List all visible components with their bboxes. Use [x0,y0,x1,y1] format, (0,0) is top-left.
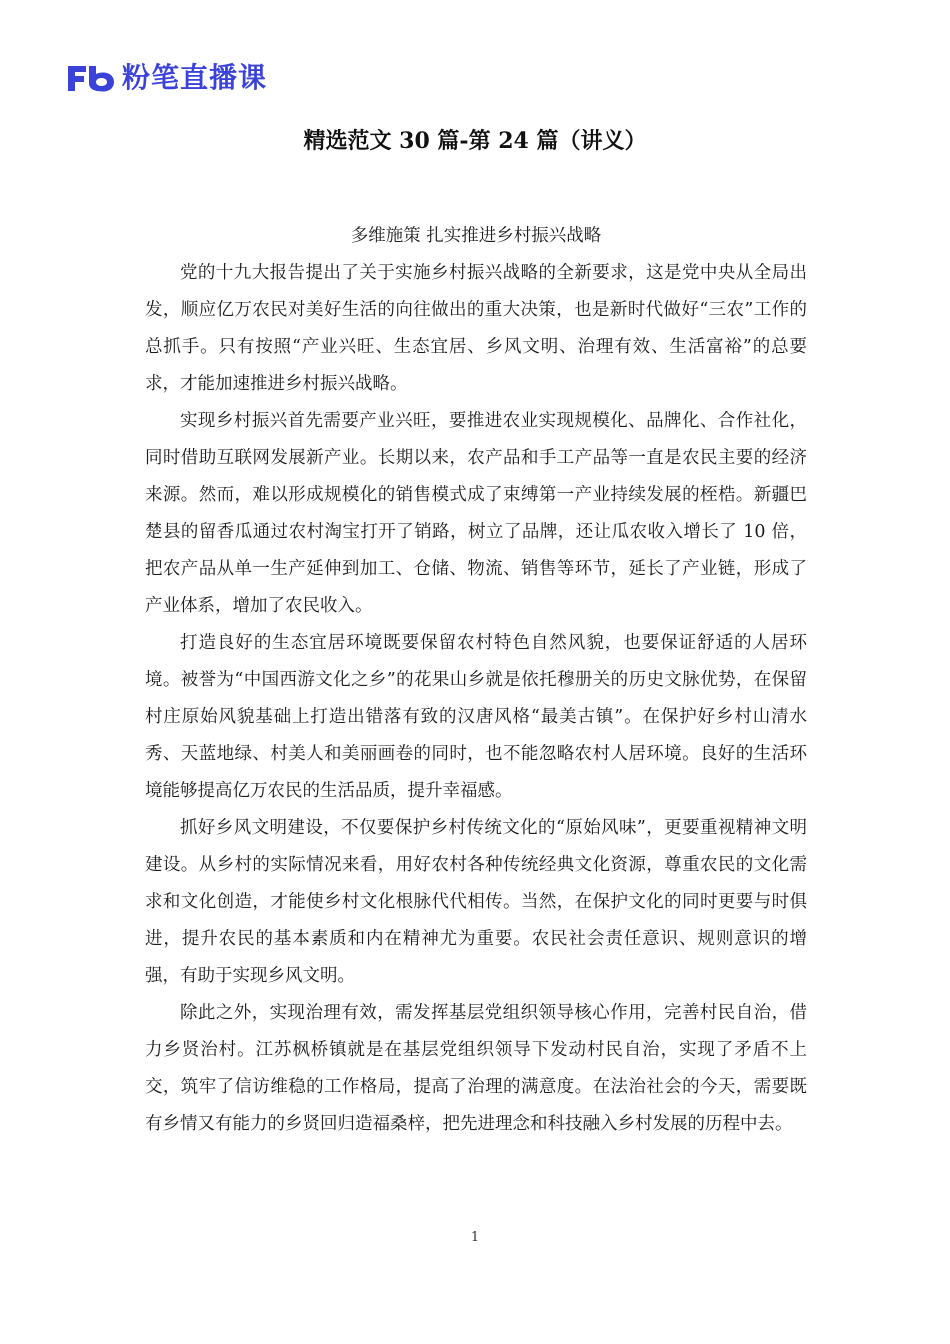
article-body [145,218,807,1143]
article-subtitle: 多维施策 扎实推进乡村振兴战略 [350,226,602,246]
paragraph: 除此之外，实现治理有效，需发挥基层党组织领导核心作用，完善村民自治，借力乡贤治村。江苏枫桥镇就是在基层党组织领导下发动村民自治，实现了矛盾不上交，筑牢了信访维稳的工作格局，提高了治理的满意度。在法治社会的今天，需要既有乡情又有能力的乡贤回归造福桑梓，把先进理念和科技融入乡村发展的历程中去。 [145,1003,807,1134]
paragraph: 抓好乡风文明建设，不仅要保护乡村传统文化的“原始风味”，更要重视精神文明建设。从乡村的实际情况来看，用好农村各种传统经典文化资源，尊重农民的文化需求和文化创造，才能使乡村文化根脉代代相传。当然，在保护文化的同时更要与时俱进，提升农民的基本素质和内在精神尤为重要。农民社会责任意识、规则意识的增强，有助于实现乡风文明。 [145,818,807,986]
paragraph: 打造良好的生态宜居环境既要保留农村特色自然风貌，也要保证舒适的人居环境。被誉为“中国西游文化之乡”的花果山乡就是依托穆册关的历史文脉优势，在保留村庄原始风貌基础上打造出错落有致的汉唐风格“最美古镇”。在保护好乡村山清水秀、天蓝地绿、村美人和美丽画卷的同时，也不能忽略农村人居环境。良好的生活环境能够提高亿万农民的生活品质，提升幸福感。 [145,633,807,801]
brand-logo [66,58,267,98]
logo-text: 粉笔直播课 [122,61,268,94]
paragraph: 党的十九大报告提出了关于实施乡村振兴战略的全新要求，这是党中央从全局出发，顺应亿万农民对美好生活的向往做出的重大决策，也是新时代做好“三农”工作的总抓手。只有按照“产业兴旺、生态宜居、乡风文明、治理有效、生活富裕”的总要求，才能加速推进乡村振兴战略。 [145,263,807,394]
page-number: 1 [470,1230,480,1245]
fb-logo-icon [66,63,116,93]
paragraph: 实现乡村振兴首先需要产业兴旺，要推进农业实现规模化、品牌化、合作社化，同时借助互联网发展新产业。长期以来，农产品和手工产品等一直是农民主要的经济来源。然而，难以形成规模化的销售模式成了束缚第一产业持续发展的桎梏。新疆巴楚县的留香瓜通过农村淘宝打开了销路，树立了品牌，还让瓜农收入增长了 10 倍，把农产品从单一生产延伸到加工、仓储、物流、销售等环节，延长了产业链，形成了产业体系，增加了农民收入。 [145,411,807,616]
document-title: 精选范文 30 篇-第 24 篇（讲义） [303,128,647,154]
